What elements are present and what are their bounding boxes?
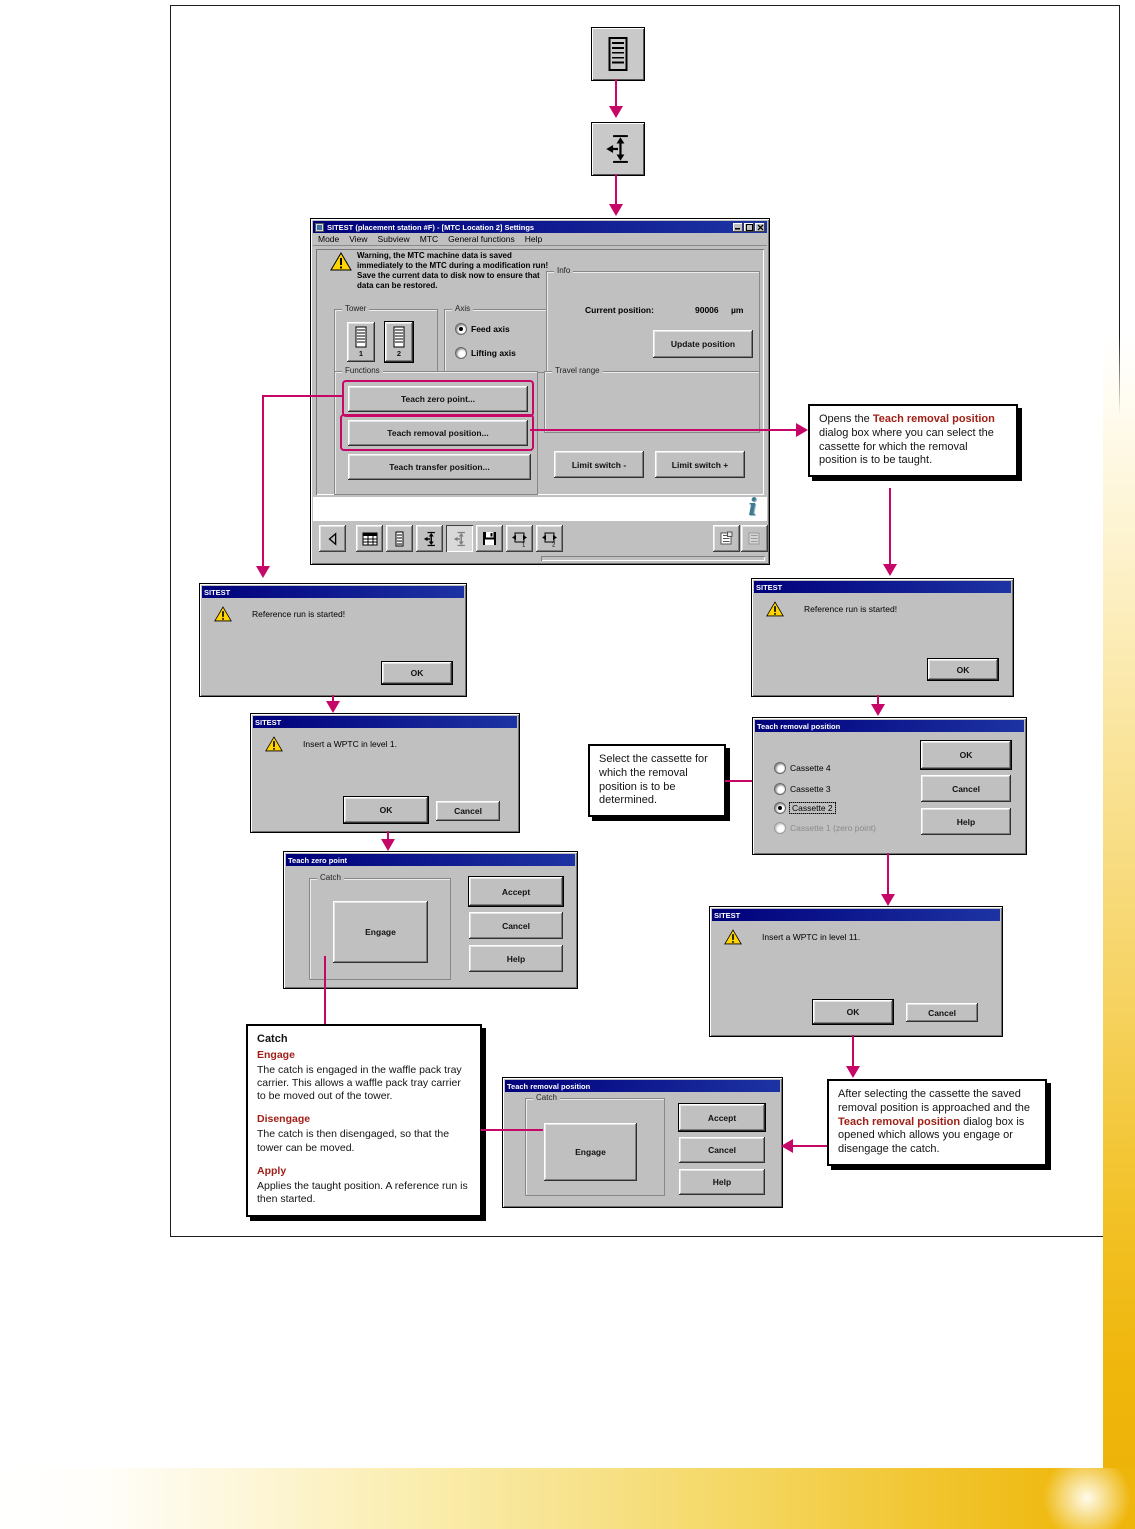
cancel-button[interactable]: Cancel	[436, 801, 500, 821]
connector	[615, 79, 617, 107]
arrow-down-icon	[883, 564, 897, 576]
dialog-wptc-level-11	[709, 906, 1003, 1037]
menu-subview[interactable]: Subview	[377, 234, 410, 244]
tower-1-label: 1	[358, 349, 364, 358]
dialog-titlebar[interactable]: Teach removal position	[505, 1080, 780, 1092]
arrow-down-icon	[326, 701, 340, 713]
ok-button[interactable]: OK	[921, 741, 1011, 769]
tower-2-label: 2	[396, 349, 402, 358]
connector	[387, 831, 389, 839]
arrow-down-icon	[381, 839, 395, 851]
engage-desc: The catch is engaged in the waffle pack tray carrier. This allows a waffle pack tray carrier to be moved out of the tower.	[257, 1063, 462, 1103]
cancel-button[interactable]: Cancel	[921, 775, 1011, 802]
connector	[615, 174, 617, 204]
dialog-titlebar[interactable]: Teach removal position	[755, 720, 1024, 732]
arrow-down-icon	[609, 204, 623, 216]
radio-selected-icon[interactable]	[456, 324, 466, 334]
dialog-wptc-level-1	[250, 713, 520, 833]
menu-mtc[interactable]: MTC	[419, 234, 439, 244]
tower-group-label: Tower	[342, 304, 369, 314]
connector	[852, 1035, 854, 1066]
menu-help[interactable]: Help	[524, 234, 543, 244]
info-group-label: Info	[554, 266, 573, 276]
gold-bottom-strip	[0, 1468, 1135, 1529]
warning-text: Warning, the MTC machine data is saved immediately to the MTC during a modification run! Save the current data to disk now to ensure that data can be restored.	[357, 251, 549, 290]
info-strip	[313, 494, 767, 521]
ok-button[interactable]: OK	[344, 797, 428, 823]
toolbar-move-axes-active-button[interactable]	[446, 525, 473, 552]
current-position-label: Current position:	[585, 305, 654, 315]
disengage-desc: The catch is then disengaged, so that the tower can be moved.	[257, 1128, 450, 1154]
radio-selected-icon[interactable]	[775, 803, 785, 813]
arrow-left-icon	[781, 1139, 793, 1153]
dialog-message: Insert a WPTC in level 11.	[762, 932, 861, 942]
cancel-button[interactable]: Cancel	[679, 1137, 765, 1163]
engage-button[interactable]: Engage	[333, 901, 428, 963]
arrow-right-icon	[796, 423, 808, 437]
status-segment	[541, 556, 765, 561]
help-button[interactable]: Help	[469, 945, 563, 972]
dialog-message: Reference run is started!	[252, 609, 346, 619]
save-icon	[482, 531, 497, 546]
arrow-down-icon	[846, 1066, 860, 1078]
highlight-teach-zero	[342, 380, 534, 417]
dialog-teach-removal-engage	[502, 1077, 783, 1208]
menu-general-functions[interactable]: General functions	[448, 234, 515, 244]
svg-text:2: 2	[552, 542, 556, 547]
arrow-down-icon	[881, 894, 895, 906]
table-icon	[362, 532, 378, 546]
app-icon	[315, 223, 324, 232]
warning-icon	[766, 601, 784, 617]
toolbar-transfer-2-button[interactable]	[536, 525, 563, 552]
cassette-4-radio[interactable]: Cassette 4	[775, 763, 831, 773]
warning-icon	[724, 929, 742, 945]
catch-group	[309, 873, 451, 980]
warning-icon	[214, 606, 232, 622]
tower-icon	[355, 326, 367, 348]
toolbar-sheet-disabled-button[interactable]	[741, 525, 768, 552]
connector	[262, 395, 342, 397]
maximize-icon[interactable]	[744, 223, 754, 232]
connector	[887, 853, 889, 894]
radio-icon[interactable]	[775, 763, 785, 773]
close-icon[interactable]	[755, 223, 765, 232]
tower-stack-icon	[605, 37, 631, 71]
toolbar-tower-button[interactable]	[386, 525, 413, 552]
dialog-titlebar[interactable]: SITEST	[754, 581, 1011, 593]
dialog-teach-removal-cassettes	[752, 717, 1027, 855]
toolbar-table-button[interactable]	[356, 525, 383, 552]
cancel-button[interactable]: Cancel	[469, 912, 563, 939]
dialog-titlebar[interactable]: Teach zero point	[286, 854, 575, 866]
help-button[interactable]: Help	[679, 1169, 765, 1195]
connector	[530, 429, 797, 431]
flow-axis-button[interactable]	[591, 122, 645, 176]
connector	[324, 956, 326, 1024]
cassette-2-radio[interactable]: Cassette 2	[775, 803, 835, 813]
dialog-titlebar[interactable]: SITEST	[202, 586, 464, 598]
info-italic-i-icon: i	[748, 494, 757, 521]
catch-text-block	[246, 1024, 482, 1217]
engage-button[interactable]: Engage	[544, 1123, 637, 1181]
travel-range-group	[544, 366, 760, 433]
sheet-icon	[719, 531, 734, 546]
radio-disabled-icon	[775, 823, 785, 833]
toolbar-save-button[interactable]	[476, 525, 503, 552]
dialog-reference-run-right	[751, 578, 1014, 697]
apply-desc: Applies the taught position. A reference run is then started.	[257, 1179, 468, 1205]
ok-button[interactable]: OK	[928, 659, 998, 680]
menu-mode[interactable]: Mode	[318, 234, 340, 244]
toolbar	[313, 521, 767, 555]
update-position-button[interactable]: Update position	[653, 330, 753, 358]
catch-group	[525, 1093, 665, 1196]
svg-text:1: 1	[522, 542, 526, 547]
connector	[793, 1145, 827, 1147]
cassette-1-radio-disabled: Cassette 1 (zero point)	[775, 823, 876, 833]
menu-bar	[313, 233, 767, 246]
connector	[725, 780, 752, 782]
radio-icon[interactable]	[775, 784, 785, 794]
back-icon	[326, 532, 340, 546]
cancel-button[interactable]: Cancel	[906, 1003, 978, 1022]
highlight-teach-removal	[340, 414, 534, 451]
toolbar-move-axes-button[interactable]	[416, 525, 443, 552]
tower-2-button[interactable]	[385, 322, 413, 362]
teach-zero-point-button[interactable]: Teach zero point...	[348, 386, 528, 412]
status-bar	[313, 555, 767, 562]
callout-after-select: After selecting the cassette the saved removal position is approached and the Teach removal position dialog box is opened which allows you engage or disengage the catch.	[827, 1079, 1047, 1166]
callout-select-cassette: Select the cassette for which the removal position is to be determined.	[588, 744, 726, 817]
axis-move-icon	[602, 133, 634, 165]
gold-side-band	[1103, 335, 1135, 1468]
teach-transfer-position-button[interactable]: Teach transfer position...	[348, 454, 531, 480]
tower-icon	[393, 326, 405, 348]
functions-group-label: Functions	[342, 366, 383, 376]
catch-group-label: Catch	[317, 873, 344, 883]
warning-icon	[330, 252, 352, 271]
arrow-down-icon	[256, 566, 270, 578]
limit-switch-plus-button[interactable]: Limit switch +	[655, 451, 745, 478]
dialog-titlebar[interactable]: SITEST	[253, 716, 517, 728]
transfer-2-icon	[541, 531, 558, 547]
transfer-1-icon	[511, 531, 528, 547]
disengage-term: Disengage	[257, 1113, 311, 1126]
toolbar-transfer-1-button[interactable]	[506, 525, 533, 552]
toolbar-sheet-button[interactable]	[713, 525, 740, 552]
axis-group-label: Axis	[452, 304, 473, 314]
current-position-unit: µm	[731, 305, 744, 315]
dialog-message: Insert a WPTC in level 1.	[303, 739, 398, 749]
callout-removal-open: Opens the Teach removal position dialog box where you can select the cassette for which the removal position is to be taught.	[808, 404, 1018, 477]
ok-button[interactable]: OK	[813, 1000, 893, 1024]
tower-icon	[395, 531, 404, 547]
move-axes-icon	[422, 531, 438, 547]
menu-view[interactable]: View	[349, 234, 368, 244]
dialog-titlebar[interactable]: SITEST	[712, 909, 1000, 921]
catch-group-label: Catch	[533, 1093, 560, 1103]
accept-button[interactable]: Accept	[469, 877, 563, 906]
dialog-reference-run-left	[199, 583, 467, 697]
limit-switch-minus-button[interactable]: Limit switch -	[554, 451, 644, 478]
tower-1-button[interactable]	[347, 322, 375, 362]
ok-button[interactable]: OK	[382, 662, 452, 684]
arrow-down-icon	[871, 704, 885, 716]
lifting-axis-radio[interactable]: Lifting axis	[456, 348, 516, 358]
dialog-teach-zero-point	[283, 851, 578, 989]
main-window-titlebar[interactable]	[313, 221, 767, 233]
sheet-disabled-icon	[747, 531, 762, 546]
main-window-title: SITEST (placement station #F) - [MTC Location 2] Settings	[327, 222, 535, 232]
connector	[481, 1129, 543, 1131]
info-group	[546, 266, 760, 373]
accept-button[interactable]: Accept	[679, 1104, 765, 1131]
axis-group	[444, 304, 548, 373]
apply-term: Apply	[257, 1164, 287, 1177]
radio-icon[interactable]	[456, 348, 466, 358]
engage-term: Engage	[257, 1048, 295, 1061]
teach-removal-position-button[interactable]: Teach removal position...	[348, 420, 528, 446]
connector	[262, 395, 264, 566]
dialog-message: Reference run is started!	[804, 604, 898, 614]
flow-tower-button[interactable]	[591, 27, 645, 81]
connector	[877, 695, 879, 704]
cassette-3-radio[interactable]: Cassette 3	[775, 784, 831, 794]
minimize-icon[interactable]	[733, 223, 743, 232]
back-button[interactable]	[319, 525, 346, 552]
warning-icon	[265, 736, 283, 752]
travel-range-group-label: Travel range	[552, 366, 603, 376]
feed-axis-radio[interactable]: Feed axis	[456, 324, 510, 334]
arrow-down-icon	[609, 106, 623, 118]
connector	[889, 488, 891, 564]
tower-group	[334, 304, 438, 373]
move-axes-active-icon	[452, 531, 468, 547]
catch-heading: Catch	[257, 1033, 288, 1045]
help-button[interactable]: Help	[921, 808, 1011, 835]
current-position-value: 90006	[695, 305, 719, 315]
